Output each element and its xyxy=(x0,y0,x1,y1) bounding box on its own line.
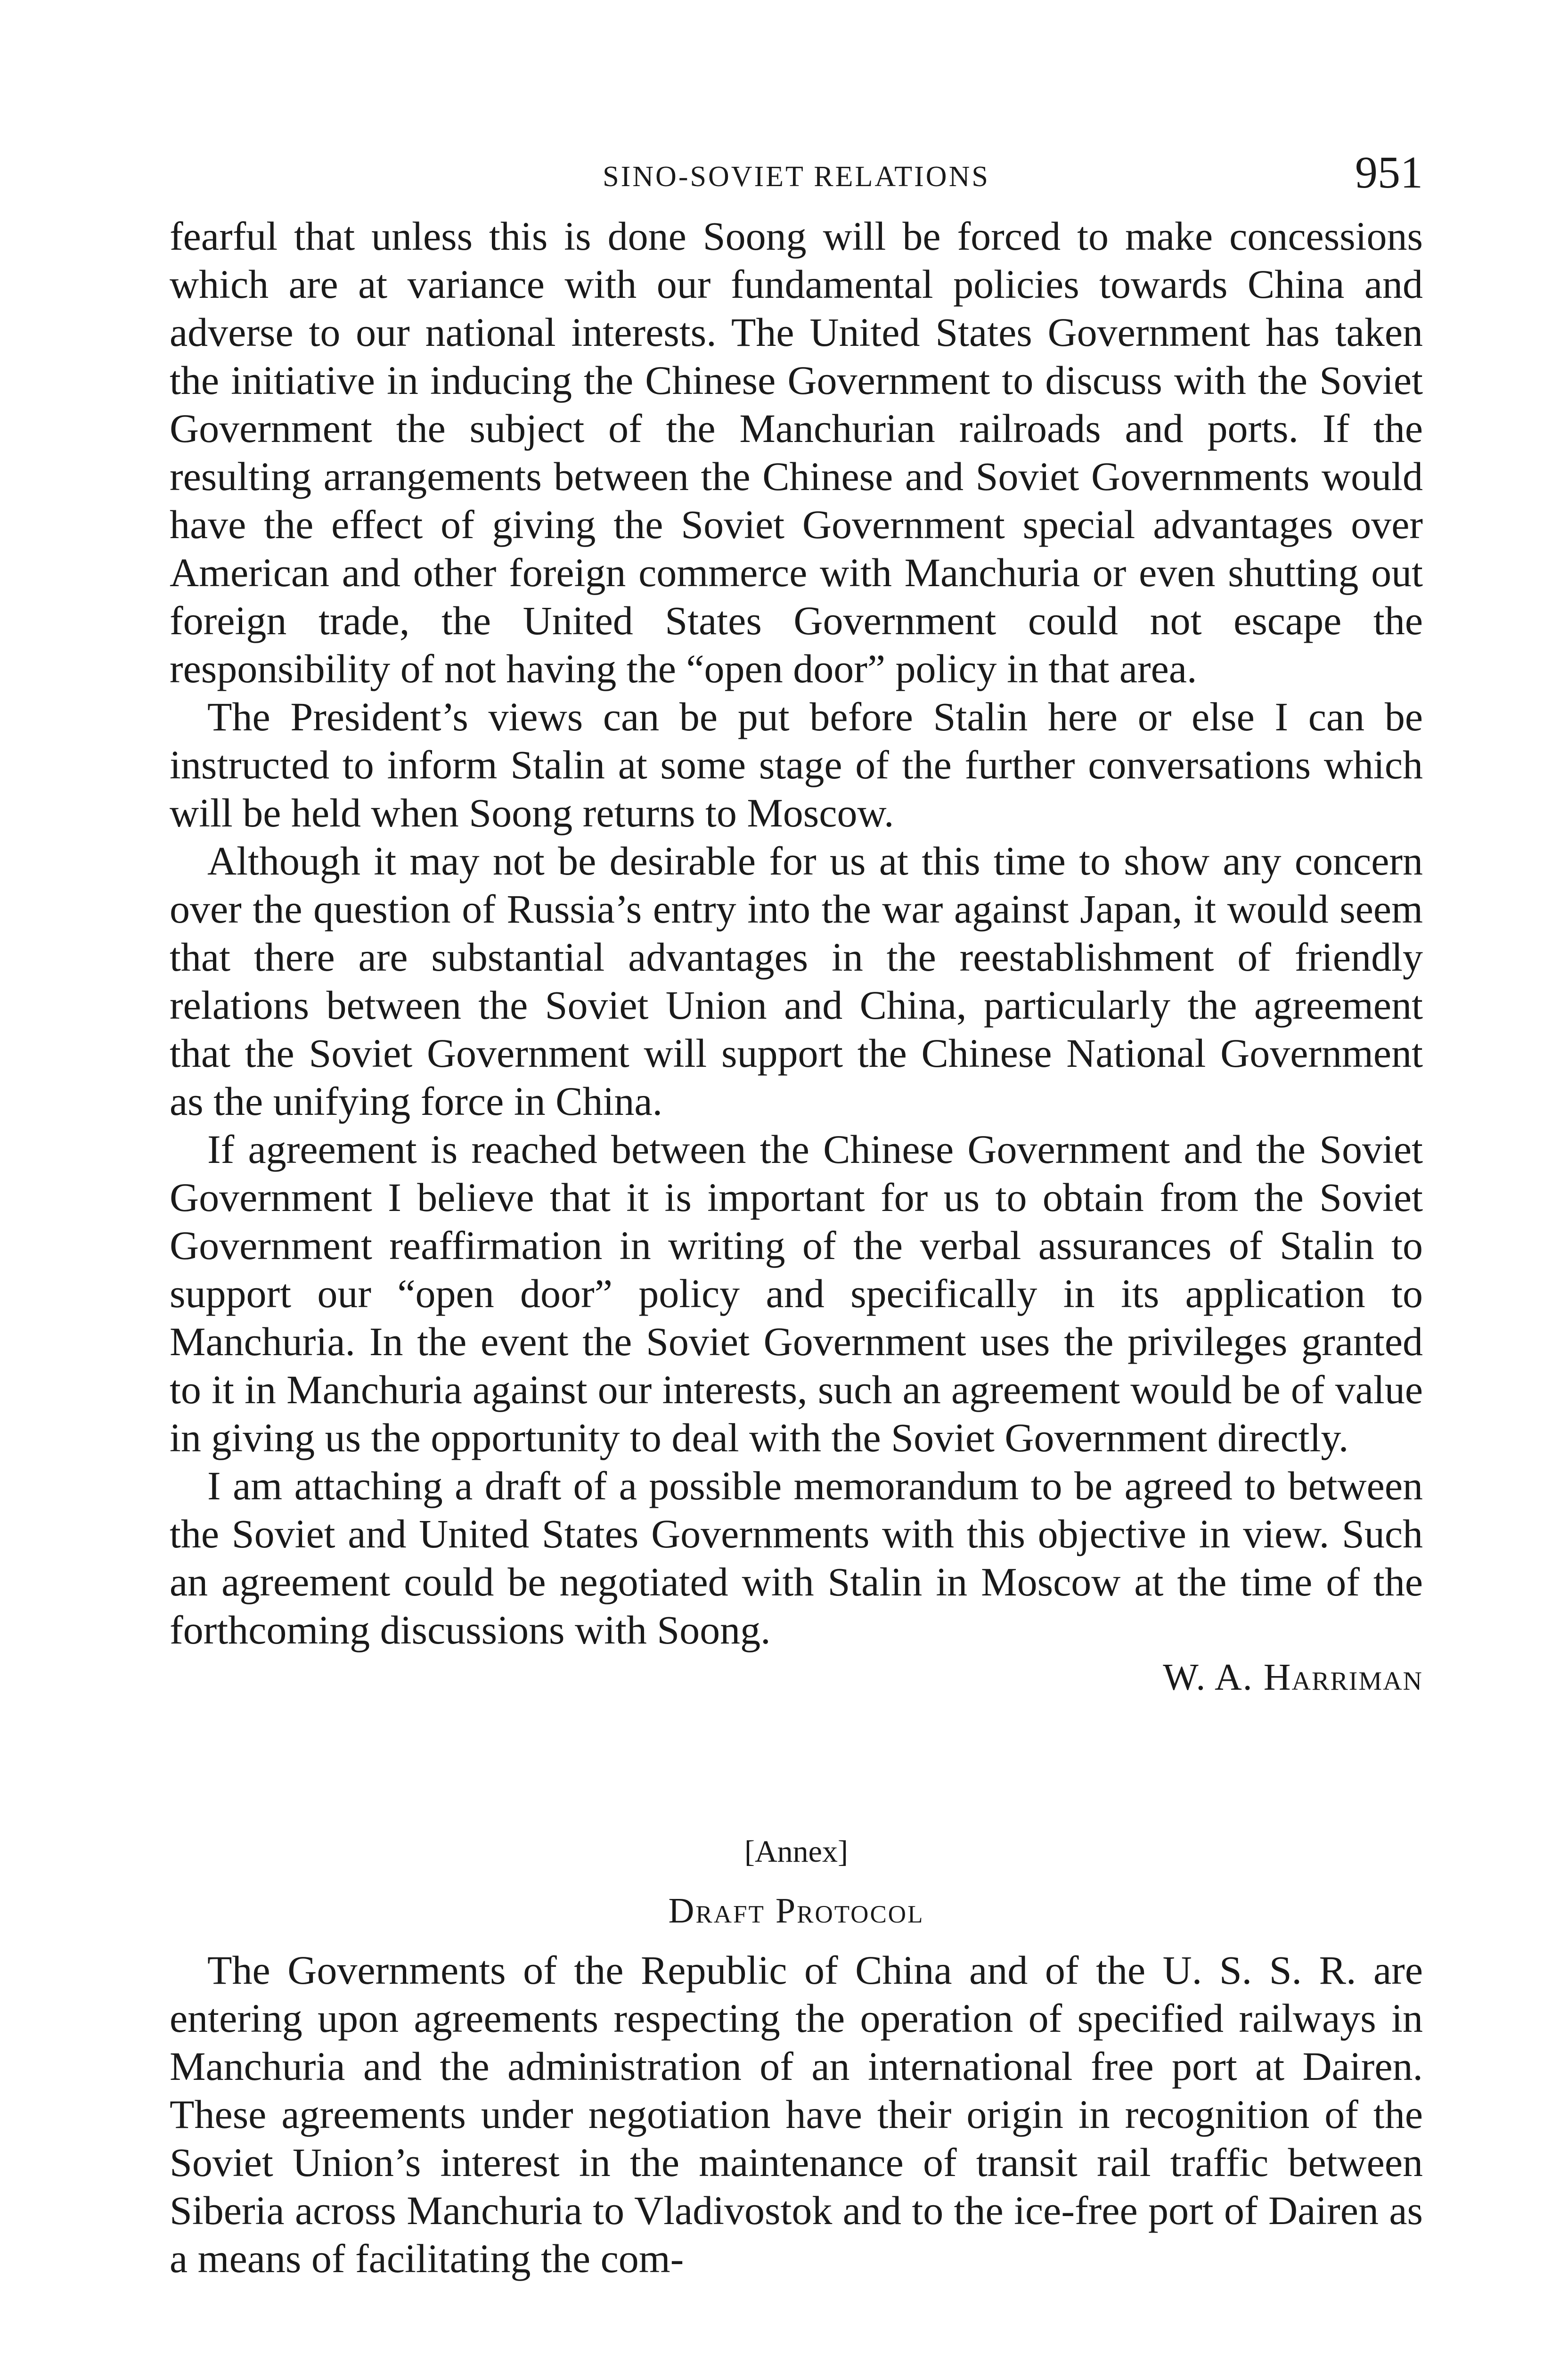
running-header xyxy=(170,141,1423,212)
paragraph-open-door-reaffirmation: If agreement is reached between the Chinese Government and the Soviet Government I believe that it is important for us to obtain from the Soviet Government reaffirmation in writing of the verbal assurances of Stalin to support our “open door” policy and specifically in its application to Manchuria. In the event the Soviet Government uses the privileges granted to it in Manchuria against our interests, such an agreement would be of value in giving us the opportunity to deal with the Soviet Government directly. xyxy=(170,1127,1423,1460)
paragraph-russia-entry: Although it may not be desirable for us at this time to show any concern over the question of Russia’s entry into the war against Japan, it would seem that there are substantial advantages in the reestablishment of friendly relations between the Soviet Union and China, particularly the agreement that the Soviet Government will support the Chinese National Government as the unifying force in China. xyxy=(170,838,1423,1124)
memorandum-body xyxy=(170,212,1423,1654)
document-page xyxy=(170,141,1423,2282)
signature: W. A. Harriman xyxy=(1163,1657,1423,1698)
paragraph-draft-memorandum: I am attaching a draft of a possible memorandum to be agreed to between the Soviet and United States Governments with this objective in view. Such an agreement could be negotiated with Stalin in Moscow at the time of the forthcoming discussions with Soong. xyxy=(170,1463,1423,1652)
paragraph-continuation: fearful that unless this is done Soong will be forced to make concessions which are at variance with our fundamental policies towards China and adverse to our national interests. The United States Government has taken the initiative in inducing the Chinese Government to discuss with the Soviet Government the subject of the Manchurian railroads and ports. If the resulting arrangements between the Chinese and Soviet Governments would have the effect of giving the Soviet Government special advantages over American and other foreign commerce with Manchuria or even shutting out foreign trade, the United States Government could not escape the responsibility of not having the “open door” policy in that area. xyxy=(170,213,1423,691)
annex-title: Draft Protocol xyxy=(668,1891,924,1931)
annex-body xyxy=(170,1946,1423,2282)
paragraph-presidents-views: The President’s views can be put before Stalin here or else I can be instructed to inform Stalin at some stage of the further conversations which will be held when Soong returns to Moscow. xyxy=(170,694,1423,835)
annex-paragraph: The Governments of the Republic of China and of the U. S. S. R. are entering upon agreements respecting the operation of specified railways in Manchuria and the administration of an international free port at Dairen. These agreements under negotiation have their origin in recognition of the Soviet Union’s interest in the maintenance of transit rail traffic between Siberia across Manchuria to Vladivostok and to the ice-free port of Dairen as a means of facilitating the com- xyxy=(170,1947,1423,2281)
running-title: SINO-SOVIET RELATIONS xyxy=(603,161,990,193)
page-number: 951 xyxy=(1355,147,1423,197)
annex-label: [Annex] xyxy=(744,1834,848,1869)
